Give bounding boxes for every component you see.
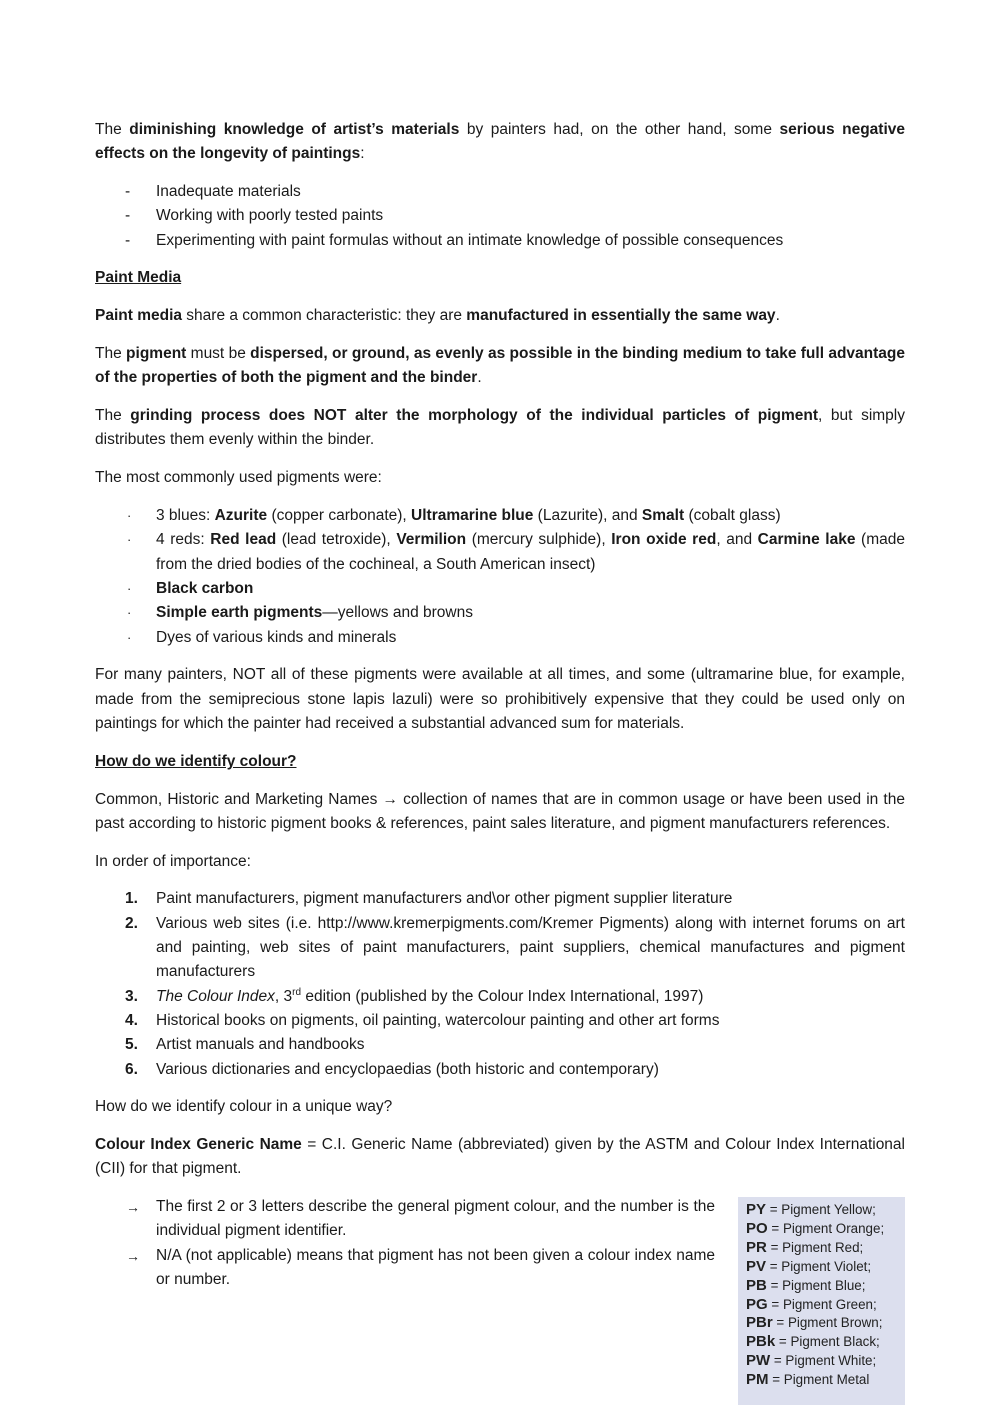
legend-code: PY	[746, 1201, 767, 1218]
bold-text: Simple earth pigments	[156, 604, 323, 622]
legend-code: PW	[746, 1352, 771, 1370]
text: (lead tetroxide),	[276, 531, 397, 549]
list-item-text: The first 2 or 3 letters describe the general pigment colour, and the number is the individual pigment identifier.	[156, 1198, 715, 1240]
legend-row	[746, 1220, 905, 1239]
bold-text: Ultramarine blue	[411, 507, 534, 525]
list-item	[95, 1244, 715, 1293]
text: , but simply distributes them evenly within the binder.	[95, 407, 905, 449]
legend-desc: = Pigment Yellow;	[766, 1202, 876, 1217]
legend-desc: = Pigment Brown;	[772, 1315, 883, 1331]
arrow-icon: →	[382, 790, 399, 808]
legend-desc: = Pigment White;	[770, 1353, 877, 1369]
text: 3 blues:	[156, 507, 215, 525]
list-item-text: Various web sites (i.e. http://www.kremerpigments.com/Kremer Pigments) along with internet forums on art and painting, web sites of paint manufacturers, paint suppliers, chemical manufactures and pigment manufacturers	[156, 914, 905, 981]
legend-row	[746, 1333, 905, 1352]
dot-bullet: ·	[127, 580, 132, 596]
legend-row	[746, 1314, 905, 1333]
identify-paragraph-2: In order of importance:	[95, 852, 251, 870]
cign-paragraph	[95, 1133, 905, 1182]
text: by painters had, on the other hand, some	[459, 121, 780, 138]
dash-bullet: -	[125, 183, 131, 201]
section-heading-identify-colour: How do we identify colour?	[95, 752, 297, 770]
text: :	[360, 145, 365, 163]
text: (copper carbonate),	[267, 507, 412, 525]
document-page	[95, 118, 905, 1306]
bold-text: Iron oxide red	[611, 531, 717, 549]
legend-code: PBr	[746, 1314, 773, 1332]
list-item	[95, 887, 905, 911]
dash-bullet: -	[125, 207, 131, 225]
dot-bullet: ·	[127, 605, 132, 621]
bold-text: pigment	[126, 345, 187, 363]
text: The	[95, 121, 130, 138]
legend-code: PO	[746, 1219, 768, 1237]
list-item-text: Various dictionaries and encyclopaedias (both historic and contemporary)	[156, 1060, 659, 1078]
list-item-text: Inadequate materials	[156, 183, 301, 201]
legend-row	[746, 1352, 905, 1371]
text: The	[95, 345, 127, 363]
legend-code: PBk	[746, 1333, 776, 1351]
list-item-text: Paint manufacturers, pigment manufacturers and\or other pigment supplier literature	[156, 890, 733, 908]
list-item-text: Historical books on pigments, oil painting, watercolour painting and other art forms	[156, 1011, 720, 1029]
pigment-code-legend	[738, 1197, 905, 1405]
list-item-text: Artist manuals and handbooks	[156, 1036, 365, 1054]
legend-desc: = Pigment Blue;	[766, 1277, 866, 1293]
identify-paragraph-1	[95, 788, 905, 837]
dot-bullet: ·	[127, 508, 132, 524]
pigments-list	[95, 504, 905, 650]
bold-text: Carmine lake	[757, 531, 856, 549]
paint-media-paragraph-4: The most commonly used pigments were:	[95, 469, 382, 487]
legend-row	[746, 1296, 905, 1315]
list-item	[95, 1195, 715, 1244]
list-number: 2.	[125, 914, 138, 932]
list-number: 6.	[125, 1060, 138, 1078]
legend-desc: = Pigment Metal	[768, 1372, 870, 1388]
list-number: 4.	[125, 1011, 138, 1029]
list-item	[95, 1009, 905, 1033]
legend-desc: = Pigment Green;	[767, 1296, 877, 1312]
legend-row	[746, 1201, 905, 1220]
text: —yellows and browns	[322, 604, 473, 622]
bold-text: manufactured in essentially the same way	[466, 307, 776, 325]
intro-paragraph	[95, 118, 905, 167]
italic-text: The Colour Index	[156, 987, 275, 1005]
legend-row	[746, 1239, 905, 1258]
legend-code: PV	[746, 1257, 767, 1275]
list-item	[95, 601, 905, 625]
text: 4 reds:	[156, 531, 211, 549]
text: = C.I. Generic Name (abbreviated) given by the ASTM and Colour Index International (CII) for that pigment.	[95, 1136, 905, 1178]
list-item-text: Working with poorly tested paints	[156, 207, 384, 225]
list-number: 3.	[125, 987, 138, 1005]
bold-text: Azurite	[214, 507, 268, 525]
list-item-text: Experimenting with paint formulas without an intimate knowledge of possible consequences	[156, 231, 784, 249]
list-item	[95, 1058, 905, 1082]
list-item	[95, 626, 905, 650]
availability-paragraph: For many painters, NOT all of these pigments were available at all times, and some (ultramarine blue, for example, made from the semiprecious stone lapis lazuli) were so prohibitively expensive that they could be used only on paintings for which the painter had received a substantial advanced sum for materials.	[95, 666, 905, 732]
text: , 3	[274, 987, 293, 1005]
bold-text: serious negative effects on the longevity of paintings	[95, 121, 906, 163]
legend-code: PM	[746, 1371, 769, 1389]
bold-text: Paint media	[95, 307, 182, 325]
legend-desc: = Pigment Red;	[766, 1239, 864, 1255]
text: .	[477, 369, 482, 387]
dot-bullet: ·	[127, 629, 132, 645]
text: (Lazurite), and	[533, 507, 642, 525]
list-item	[95, 528, 905, 577]
text: (made from the dried bodies of the cochineal, a South American insect)	[156, 531, 905, 573]
arrow-bullet-icon: →	[126, 1199, 140, 1216]
paint-media-paragraph-1	[95, 304, 905, 328]
text: , and	[716, 531, 758, 549]
legend-row	[746, 1258, 905, 1277]
bold-text: Red lead	[210, 531, 277, 549]
superscript: rd	[292, 986, 302, 998]
text: (mercury sulphide),	[466, 531, 612, 549]
legend-row	[746, 1277, 905, 1296]
bold-text: Colour Index Generic Name	[95, 1136, 302, 1154]
dash-bullet: -	[125, 231, 131, 249]
legend-code: PG	[746, 1295, 768, 1313]
list-number: 5.	[125, 1036, 138, 1054]
bold-text: grinding process does NOT alter the morphology of the individual particles of pigment	[130, 407, 819, 425]
sources-list	[95, 887, 905, 1081]
arrow-bullet-icon: →	[126, 1247, 140, 1264]
list-item	[95, 504, 905, 528]
bold-text: Black carbon	[156, 579, 254, 597]
text: (cobalt glass)	[684, 507, 781, 525]
list-item	[95, 577, 905, 601]
list-item	[95, 229, 905, 253]
unique-question: How do we identify colour in a unique way?	[95, 1098, 393, 1116]
legend-row	[746, 1371, 905, 1390]
bold-text: diminishing knowledge of artist’s materials	[129, 121, 460, 138]
legend-code: PR	[746, 1238, 767, 1256]
list-number: 1.	[125, 890, 138, 908]
paint-media-paragraph-3	[95, 404, 905, 453]
bold-text: Smalt	[641, 507, 685, 525]
text: Common, Historic and Marketing Names	[95, 790, 383, 808]
paint-media-paragraph-2	[95, 342, 905, 391]
text: collection of names that are in common usage or have been used in the past according to historic pigment books & references, paint sales literature, and pigment manufacturers references.	[95, 790, 905, 832]
text: Dyes of various kinds and minerals	[156, 628, 397, 646]
list-item	[95, 180, 905, 204]
list-item	[95, 204, 905, 228]
effects-list	[95, 180, 905, 253]
bold-text: Vermilion	[396, 531, 467, 549]
text: must be	[186, 345, 251, 363]
text: .	[775, 307, 780, 325]
text: share a common characteristic: they are	[182, 307, 467, 325]
legend-code: PB	[746, 1276, 767, 1294]
section-heading-paint-media: Paint Media	[95, 269, 182, 287]
list-item-text: N/A (not applicable) means that pigment has not been given a colour index name or number.	[156, 1246, 715, 1289]
legend-desc: = Pigment Violet;	[766, 1258, 872, 1274]
legend-desc: = Pigment Orange;	[767, 1220, 885, 1236]
list-item	[95, 1033, 905, 1057]
legend-desc: = Pigment Black;	[775, 1334, 880, 1350]
notes-list	[95, 1195, 715, 1292]
bold-text: dispersed, or ground, as evenly as possible in the binding medium to take full advantage of the properties of both the pigment and the binder	[95, 345, 905, 387]
list-item	[95, 912, 905, 985]
dot-bullet: ·	[127, 532, 132, 548]
text: The	[95, 407, 131, 425]
list-item	[95, 985, 905, 1009]
text: edition (published by the Colour Index International, 1997)	[301, 987, 704, 1005]
